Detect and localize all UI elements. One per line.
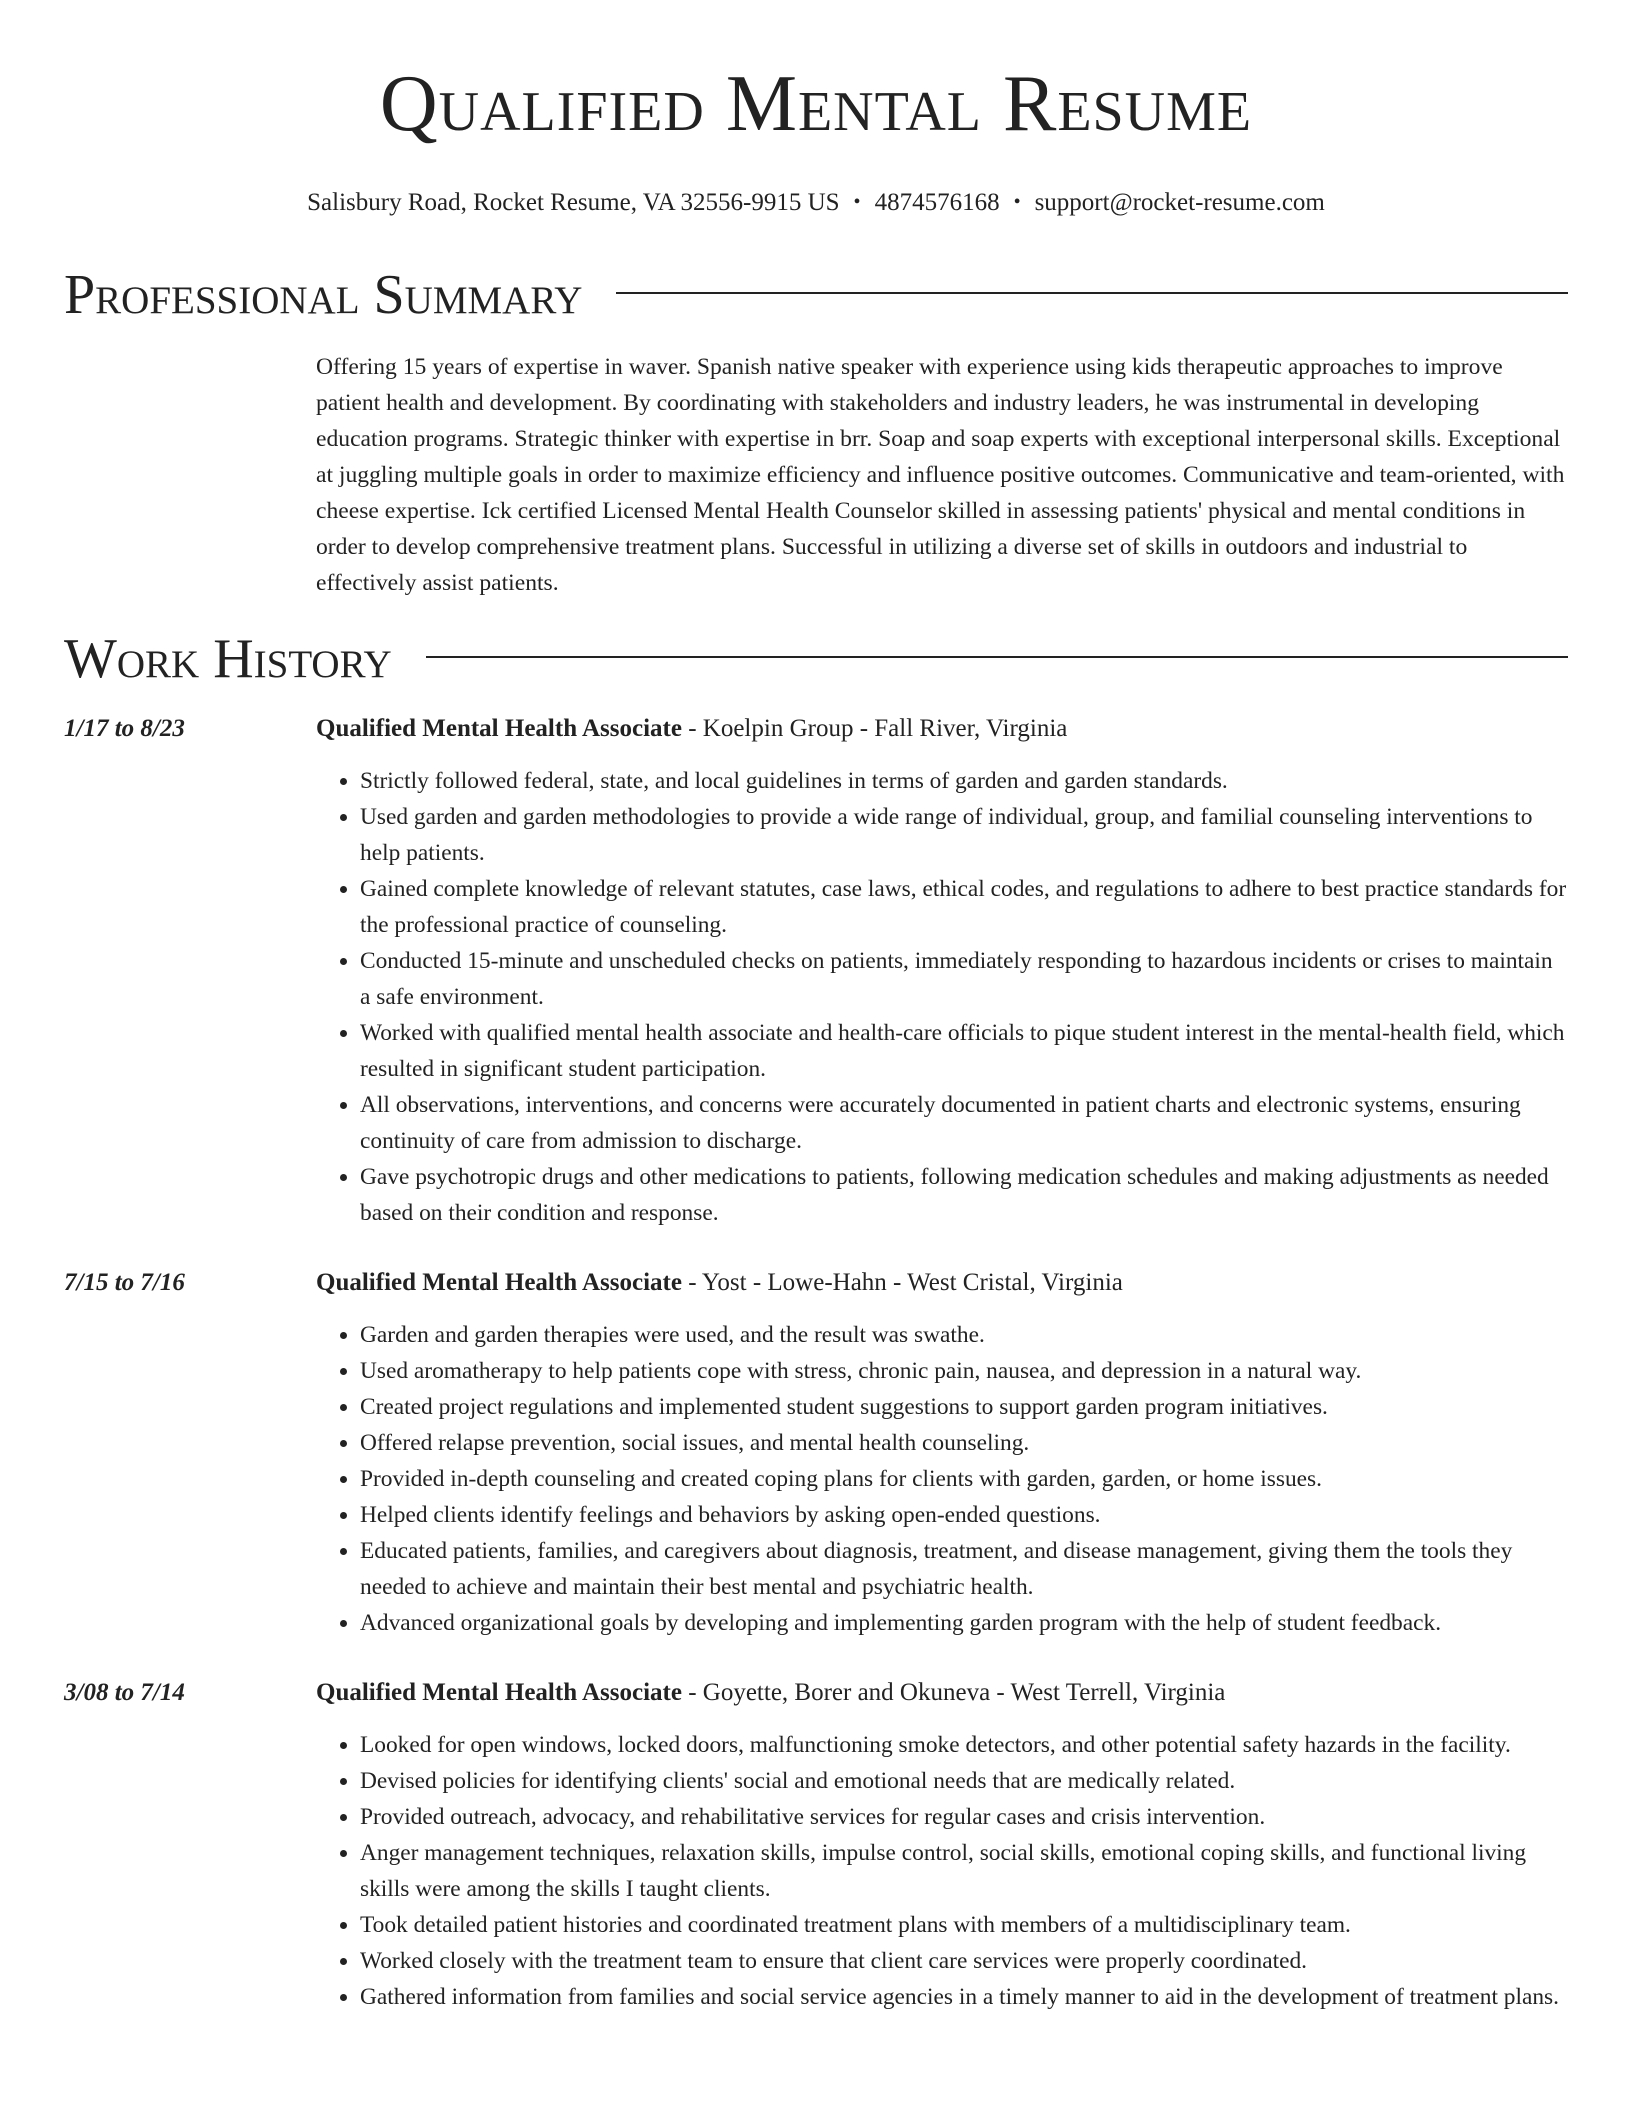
job-heading [316,1265,1568,1301]
job-bullet-list [316,1727,1568,2015]
job-body [316,1265,1568,1641]
section-divider [426,656,1568,658]
job-role: Qualified Mental Health Associate [316,1269,682,1296]
section-divider [616,292,1568,294]
list-item: • Garden and garden therapies were used, and the result was swathe. [360,1317,1568,1353]
list-item: • Helped clients identify feelings and behaviors by asking open-ended questions. [360,1497,1568,1533]
list-item: • Educated patients, families, and caregivers about diagnosis, treatment, and disease management, giving them the tools they needed to achieve and maintain their best mental and psychiatric health. [360,1533,1568,1605]
list-item: • Gained complete knowledge of relevant statutes, case laws, ethical codes, and regulations to adhere to best practice standards for the professional practice of counseling. [360,871,1568,943]
job-role: Qualified Mental Health Associate [316,1679,682,1706]
work-history-entry [64,1265,1568,1641]
work-history-entry [64,711,1568,1231]
contact-separator: • [1013,191,1021,213]
job-role: Qualified Mental Health Associate [316,715,682,742]
list-item: • Gave psychotropic drugs and other medications to patients, following medication schedules and making adjustments as needed based on their condition and response. [360,1159,1568,1231]
list-item: • Took detailed patient histories and coordinated treatment plans with members of a multidisciplinary team. [360,1907,1568,1943]
list-item: • Advanced organizational goals by developing and implementing garden program with the help of student feedback. [360,1605,1568,1641]
list-item: • Worked with qualified mental health associate and health-care officials to pique student interest in the mental-health field, which resulted in significant student participation. [360,1015,1568,1087]
work-section-header [64,627,1568,691]
list-item: • Strictly followed federal, state, and local guidelines in terms of garden and garden standards. [360,763,1568,799]
list-item: • Offered relapse prevention, social issues, and mental health counseling. [360,1425,1568,1461]
work-section-title: Work History [64,628,392,690]
job-dates: 1/17 to 8/23 [64,715,185,742]
list-item: • Conducted 15-minute and unscheduled checks on patients, immediately responding to hazardous incidents or crises to maintain a safe environment. [360,943,1568,1015]
work-history-entry [64,1675,1568,2015]
summary-section-title: Professional Summary [64,264,583,326]
resume-name: Qualified Mental Resume [379,60,1253,148]
list-item: • All observations, interventions, and concerns were accurately documented in patient charts and electronic systems, ensuring continuity of care from admission to discharge. [360,1087,1568,1159]
list-item: • Gathered information from families and social service agencies in a timely manner to aid in the development of treatment plans. [360,1979,1568,2015]
contact-address: Salisbury Road, Rocket Resume, VA 32556-9915 US [307,189,840,216]
list-item: • Provided in-depth counseling and created coping plans for clients with garden, garden, or home issues. [360,1461,1568,1497]
list-item: • Looked for open windows, locked doors, malfunctioning smoke detectors, and other potential safety hazards in the facility. [360,1727,1568,1763]
job-dates: 7/15 to 7/16 [64,1269,185,1296]
work-history-list [64,711,1568,2015]
list-item: • Created project regulations and implemented student suggestions to support garden program initiatives. [360,1389,1568,1425]
list-item: • Devised policies for identifying clients' social and emotional needs that are medically related. [360,1763,1568,1799]
job-body [316,711,1568,1231]
contact-separator: • [853,191,861,213]
job-body [316,1675,1568,2015]
list-item: • Provided outreach, advocacy, and rehabilitative services for regular cases and crisis intervention. [360,1799,1568,1835]
job-heading [316,711,1568,747]
list-item: • Anger management techniques, relaxation skills, impulse control, social skills, emotional coping skills, and functional living skills were among the skills I taught clients. [360,1835,1568,1907]
job-employer-location: - Goyette, Borer and Okuneva - West Terrell, Virginia [681,1679,1226,1706]
job-heading [316,1675,1568,1711]
job-employer-location: - Koelpin Group - Fall River, Virginia [681,715,1068,742]
list-item: • Used aromatherapy to help patients cope with stress, chronic pain, nausea, and depression in a natural way. [360,1353,1568,1389]
job-dates: 3/08 to 7/14 [64,1679,185,1706]
contact-email: support@rocket-resume.com [1034,189,1325,216]
list-item: • Worked closely with the treatment team to ensure that client care services were properly coordinated. [360,1943,1568,1979]
job-bullet-list [316,763,1568,1231]
job-bullet-list [316,1317,1568,1641]
summary-section-header [64,263,1568,327]
contact-phone: 4874576168 [874,189,1000,216]
job-employer-location: - Yost - Lowe-Hahn - West Cristal, Virginia [681,1269,1123,1296]
contact-line [64,188,1568,219]
list-item: • Used garden and garden methodologies to provide a wide range of individual, group, and familial counseling interventions to help patients. [360,799,1568,871]
summary-text: Offering 15 years of expertise in waver. Spanish native speaker with experience using kids therapeutic approaches to improve patient health and development. By coordinating with stakeholders and industry leaders, he was instrumental in developing education programs. Strategic thinker with expertise in brr. Soap and soap experts with exceptional interpersonal skills. Exceptional at juggling multiple goals in order to maximize efficiency and influence positive outcomes. Communicative and team-oriented, with cheese expertise. Ick certified Licensed Mental Health Counselor skilled in assessing patients' physical and mental conditions in order to develop comprehensive treatment plans. Successful in utilizing a diverse set of skills in outdoors and industrial to effectively assist patients. [316,354,1565,596]
